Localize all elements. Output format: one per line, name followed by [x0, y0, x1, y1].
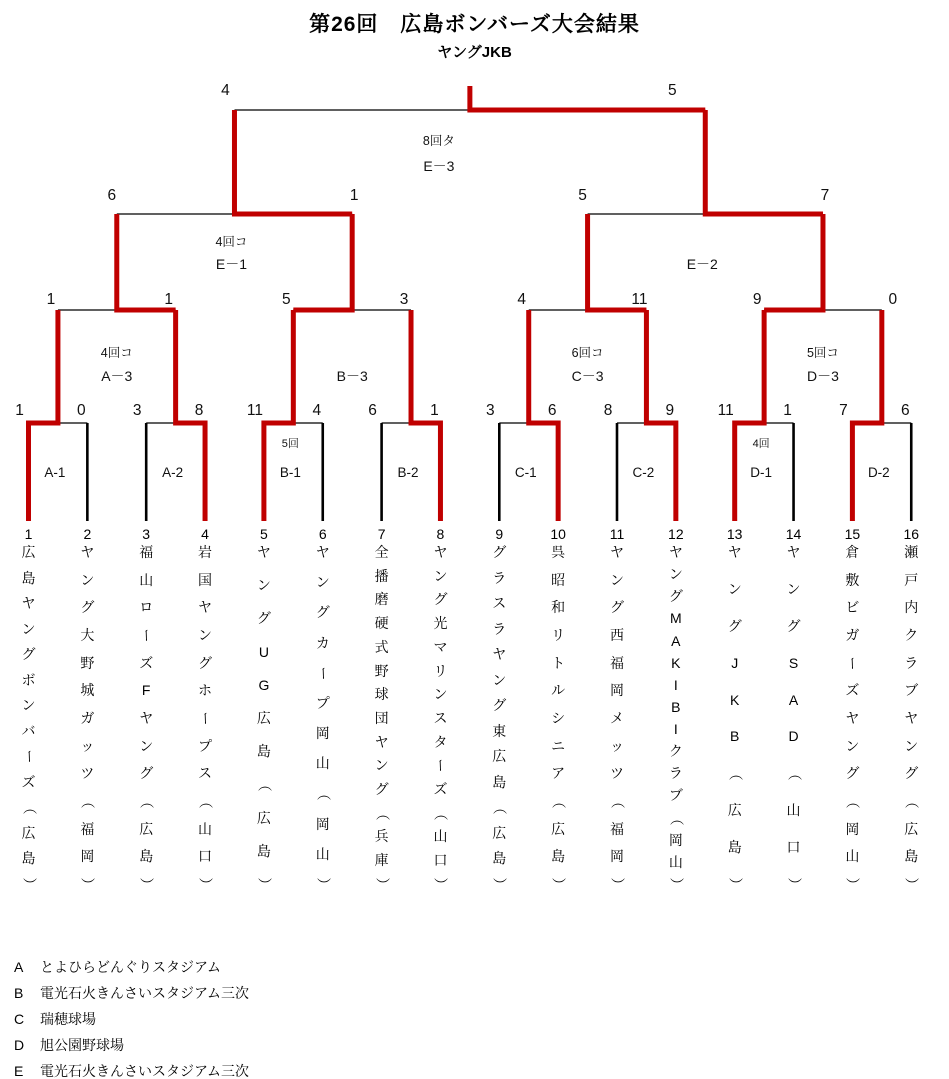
team-number: 14 [785, 526, 802, 542]
team-number: 12 [668, 526, 684, 542]
team-name-column: 岩 国 ヤ ン グ ホ ー プ ス （ 山 口 ） [197, 544, 214, 892]
venue-code: C [14, 1011, 25, 1027]
match-note: 4回コ [215, 235, 248, 249]
match-code: D－3 [807, 368, 839, 384]
team-name-column: 倉 敷 ビ ガ ー ズ ヤ ン グ （ 岡 山 ） [844, 544, 861, 892]
score-right: 6 [547, 402, 557, 419]
venue-code: D [14, 1037, 25, 1053]
team-number: 2 [83, 526, 92, 542]
match-code: C-1 [514, 465, 537, 480]
score-left: 6 [368, 402, 377, 419]
score-left: 3 [132, 402, 142, 419]
win-path [852, 310, 881, 521]
team-name-column: 瀬 戸 内 ク ラ ブ ヤ ン グ （ 広 島 ） [903, 544, 920, 892]
team-name-column: ヤ ン グ 西 福 岡 メ ッ ツ （ 福 岡 ） [609, 544, 626, 892]
match-note: 4回 [752, 438, 770, 450]
score-right: 1 [164, 291, 173, 308]
team-number: 5 [259, 526, 268, 542]
win-path [234, 110, 352, 214]
match-note: 6回コ [571, 346, 604, 360]
score-right: 1 [430, 402, 439, 419]
venue-row [14, 1058, 249, 1079]
team-column [252, 527, 276, 892]
score-right: 7 [820, 187, 830, 204]
venue-name: 電光石火きんさいスタジアム三次 [40, 985, 250, 1001]
venue-name: 瑞穂球場 [40, 1011, 96, 1027]
team-column [664, 527, 688, 892]
team-name-column: ヤ ン グ M A K I B I ク ラ ブ （ 岡 山 ） [668, 544, 685, 892]
venue-name: 電光石火きんさいスタジアム三次 [40, 1063, 250, 1079]
team-column [134, 527, 158, 892]
team-column [605, 527, 629, 892]
score-left: 11 [717, 402, 734, 419]
match-code: B－3 [336, 368, 368, 384]
team-number: 3 [142, 526, 151, 542]
team-name-column: ヤ ン グ J K B （ 広 島 ） [727, 544, 744, 892]
match-code: E－1 [215, 256, 248, 272]
score-right: 0 [77, 402, 86, 419]
venue-row [14, 980, 249, 1006]
win-path [293, 214, 352, 310]
score-right: 1 [349, 187, 359, 204]
win-path [264, 310, 293, 521]
score-left: 8 [603, 402, 613, 419]
score-left: 4 [221, 82, 230, 99]
score-left: 7 [839, 402, 848, 419]
team-name-column: 全 播 磨 硬 式 野 球 団 ヤ ン グ （ 兵 庫 ） [374, 544, 391, 892]
team-column [311, 527, 335, 892]
score-left: 4 [517, 291, 527, 308]
match-note: 5回 [281, 438, 299, 450]
venue-row [14, 954, 249, 980]
team-name-column: ヤ ン グ 大 野 城 ガ ッ ツ （ 福 岡 ） [79, 544, 96, 892]
team-column [899, 527, 923, 892]
venue-name: 旭公園野球場 [40, 1037, 124, 1053]
team-column [75, 527, 99, 892]
venue-row [14, 1032, 249, 1058]
score-right: 4 [312, 402, 322, 419]
match-code: D-2 [867, 465, 890, 480]
score-right: 11 [631, 291, 648, 308]
match-note: 4回コ [100, 346, 133, 360]
team-number: 9 [495, 526, 504, 542]
venue-row [14, 1006, 249, 1032]
team-column [723, 527, 747, 892]
score-left: 1 [46, 291, 56, 308]
team-name-column: 福 山 ロ ー ズ F ヤ ン グ （ 広 島 ） [138, 544, 155, 892]
team-name-column: 呉 昭 和 リ ト ル シ ニ ア （ 広 島 ） [550, 544, 567, 892]
score-right: 9 [665, 402, 675, 419]
match-code: B-1 [279, 465, 301, 480]
venue-code: E [14, 1063, 24, 1079]
team-number: 10 [550, 526, 566, 542]
match-code: C-2 [632, 465, 655, 480]
team-column [840, 527, 864, 892]
team-number: 15 [844, 526, 861, 542]
team-number: 11 [609, 526, 625, 542]
champion-name: ヤングJKB [437, 44, 512, 61]
team-column [370, 527, 394, 892]
team-column [428, 527, 452, 892]
team-number: 8 [436, 526, 445, 542]
team-number: 4 [201, 526, 209, 542]
match-code: A-1 [44, 465, 66, 480]
venue-name: とよひらどんぐりスタジアム [40, 959, 222, 975]
score-right: 0 [888, 291, 898, 308]
venue-code: B [14, 985, 24, 1001]
team-number: 7 [377, 526, 386, 542]
team-name-column: グ ラ ス ラ ヤ ン グ 東 広 島 （ 広 島 ） [491, 544, 508, 892]
match-note: 5回コ [806, 346, 839, 360]
win-path [705, 110, 823, 214]
team-name-column: ヤ ン グ 光 マ リ ン ス タ ー ズ （ 山 口 ） [432, 544, 449, 892]
match-code: B-2 [397, 465, 419, 480]
score-right: 5 [667, 82, 677, 99]
score-left: 11 [246, 402, 263, 419]
match-code: D-1 [750, 465, 773, 480]
score-left: 6 [107, 187, 117, 204]
match-code: A-2 [162, 465, 184, 480]
match-code: E－2 [686, 256, 718, 272]
team-number: 13 [726, 526, 743, 542]
team-column [193, 527, 217, 892]
team-name-column: ヤ ン グ S A D （ 山 口 ） [786, 544, 803, 892]
team-column [546, 527, 570, 892]
score-left: 3 [485, 402, 495, 419]
team-number: 6 [318, 526, 327, 542]
win-path [735, 310, 764, 521]
score-left: 9 [752, 291, 762, 308]
venue-legend [14, 954, 249, 1079]
team-name-column: ヤ ン グ カ ー プ 岡 山 （ 岡 山 ） [315, 544, 332, 892]
team-number: 16 [903, 526, 920, 542]
match-code: E－3 [423, 158, 455, 174]
match-code: C－3 [571, 368, 604, 384]
tournament-title: 第26回 広島ボンバーズ大会結果 [309, 13, 640, 36]
team-column [487, 527, 511, 892]
score-right: 8 [194, 402, 204, 419]
match-note: 8回タ [422, 134, 455, 148]
score-right: 1 [783, 402, 792, 419]
venue-code: A [14, 959, 24, 975]
score-left: 5 [282, 291, 291, 308]
win-path [29, 310, 58, 521]
win-path [764, 214, 823, 310]
team-column [17, 527, 41, 892]
score-right: 3 [399, 291, 409, 308]
match-code: A－3 [101, 368, 133, 384]
team-name-column: 広 島 ヤ ン グ ボ ン バ ー ズ （ 広 島 ） [21, 544, 37, 892]
score-left: 1 [15, 402, 24, 419]
score-left: 5 [578, 187, 587, 204]
team-number: 1 [24, 526, 33, 542]
team-column [782, 527, 806, 892]
score-right: 6 [900, 402, 910, 419]
team-name-column: ヤ ン グ U G 広 島 （ 広 島 ） [256, 544, 273, 892]
